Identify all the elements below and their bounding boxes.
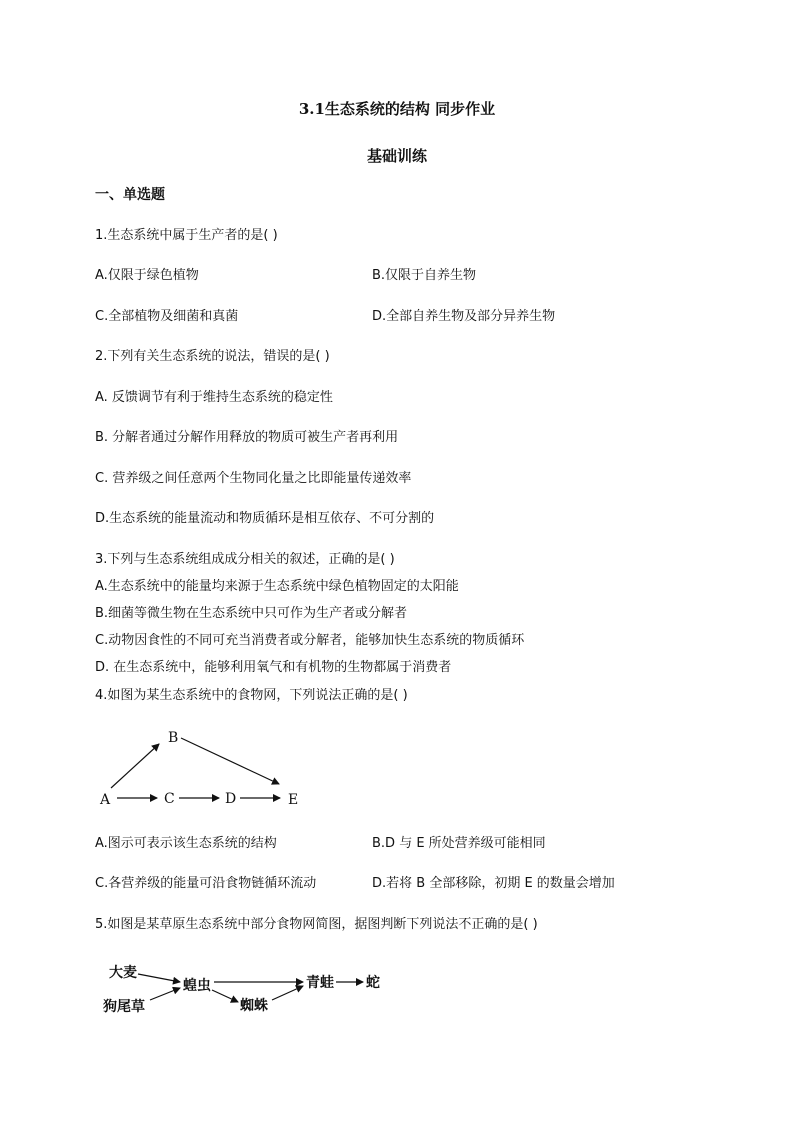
doc-title: 3.1生态系统的结构 同步作业 — [298, 100, 496, 118]
q1-stem: 1.生态系统中属于生产者的是( ) — [95, 228, 278, 243]
arrow-foxtail-locust — [150, 988, 180, 1000]
q1-option-d: D.全部自养生物及部分异养生物 — [372, 309, 556, 324]
arrow-locust-spider — [212, 990, 238, 1002]
q2-option-a: A. 反馈调节有利于维持生态系统的稳定性 — [95, 390, 333, 405]
q3-option-d: D. 在生态系统中，能够利用氧气和有机物的生物都属于消费者 — [95, 660, 452, 675]
section-heading: 一、单选题 — [95, 187, 165, 203]
arrow-a-b — [111, 744, 159, 788]
q2-stem: 2.下列有关生态系统的说法，错误的是( ) — [95, 349, 330, 364]
q1-option-c: C.全部植物及细菌和真菌 — [95, 309, 239, 324]
node-snake: 蛇 — [366, 975, 380, 991]
q4-stem: 4.如图为某生态系统中的食物网，下列说法正确的是( ) — [95, 688, 408, 703]
food-web-diagram-1 — [95, 722, 315, 814]
q2-option-d: D.生态系统的能量流动和物质循环是相互依存、不可分割的 — [95, 511, 435, 526]
arrow-spider-frog — [272, 986, 303, 1000]
q4-option-b: B.D 与 E 所处营养级可能相同 — [372, 836, 546, 851]
doc-subtitle: 基础训练 — [366, 147, 427, 165]
q3-option-a: A.生态系统中的能量均来源于生态系统中绿色植物固定的太阳能 — [95, 579, 459, 594]
node-foxtail: 狗尾草 — [103, 999, 145, 1015]
food-web-diagram-2 — [100, 958, 400, 1022]
node-frog: 青蛙 — [306, 975, 334, 991]
q1-option-b: B.仅限于自养生物 — [372, 268, 477, 283]
q2-option-c: C. 营养级之间任意两个生物同化量之比即能量传递效率 — [95, 471, 412, 486]
node-spider: 蜘蛛 — [240, 998, 268, 1014]
node-c: C — [164, 791, 175, 807]
q3-stem: 3.下列与生态系统组成成分相关的叙述，正确的是( ) — [95, 552, 395, 567]
q5-stem: 5.如图是某草原生态系统中部分食物网简图，据图判断下列说法不正确的是( ) — [95, 917, 538, 932]
node-locust: 蝗虫 — [183, 978, 211, 994]
q1-option-a: A.仅限于绿色植物 — [95, 268, 199, 283]
q4-option-a: A.图示可表示该生态系统的结构 — [95, 836, 277, 851]
q3-option-b: B.细菌等微生物在生态系统中只可作为生产者或分解者 — [95, 606, 408, 621]
q2-option-b: B. 分解者通过分解作用释放的物质可被生产者再利用 — [95, 430, 399, 445]
q4-option-d: D.若将 B 全部移除，初期 E 的数量会增加 — [372, 876, 615, 891]
node-b: B — [168, 730, 179, 746]
node-e: E — [288, 792, 299, 808]
node-d: D — [225, 791, 237, 807]
node-a: A — [100, 792, 111, 808]
arrow-barley-locust — [138, 974, 180, 982]
arrow-b-e — [181, 738, 279, 784]
node-barley: 大麦 — [109, 965, 137, 981]
q3-option-c: C.动物因食性的不同可充当消费者或分解者，能够加快生态系统的物质循环 — [95, 633, 525, 648]
q4-option-c: C.各营养级的能量可沿食物链循环流动 — [95, 876, 317, 891]
